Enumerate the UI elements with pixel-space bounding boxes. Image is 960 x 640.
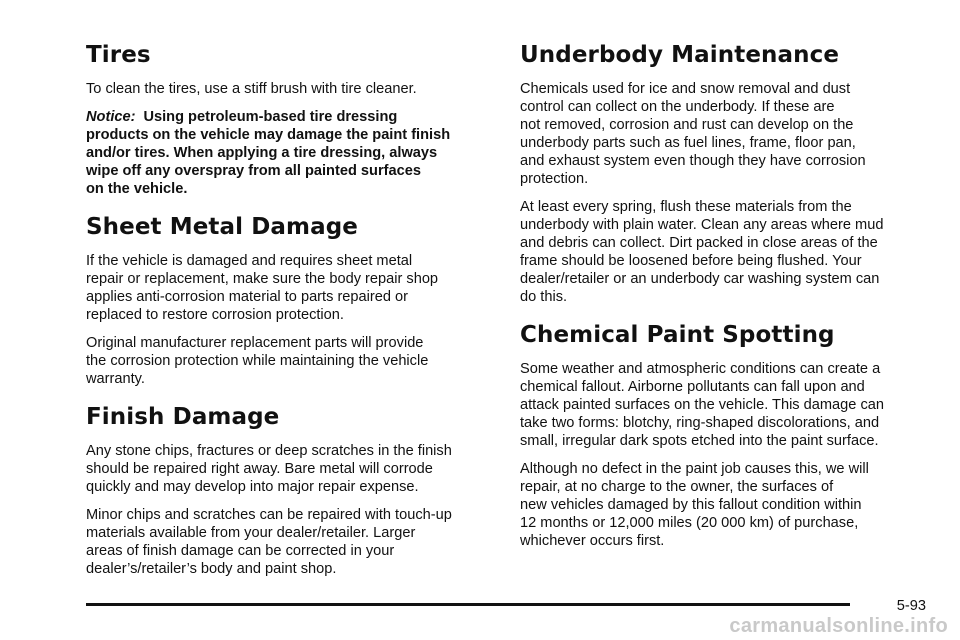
tires-section (86, 40, 496, 198)
chemical-heading: Chemical Paint Spotting (520, 322, 835, 348)
underbody-paragraph-1: Chemicals used for ice and snow removal and dust control can collect on the underbody. If these are not removed, corrosion and rust can develop on the underbody parts such as fuel lines, frame, floor pan, and exhaust system even though they have corrosion protection. (520, 81, 866, 187)
tires-paragraph: To clean the tires, use a stiff brush with tire cleaner. (86, 81, 417, 97)
underbody-heading: Underbody Maintenance (520, 42, 840, 68)
notice-label: Notice: (86, 109, 136, 125)
sheet-metal-paragraph-2: Original manufacturer replacement parts will provide the corrosion protection while maintaining the vehicle warranty. (86, 335, 429, 387)
page-number: 5-93 (896, 598, 926, 614)
notice-text: Using petroleum-based tire dressing products on the vehicle may damage the paint finish and/or tires. When applying a tire dressing, always wipe off any overspray from all painted surfaces on the vehicle. (86, 109, 451, 197)
tires-notice (86, 108, 496, 198)
chemical-paragraph-1: Some weather and atmospheric conditions can create a chemical fallout. Airborne pollutants can fall upon and attack painted surfaces on the vehicle. This damage can take two forms: blotchy, ring-shaped discolorations, and small, irregular dark spots etched into the paint surface. (520, 361, 884, 449)
sheet-metal-heading: Sheet Metal Damage (86, 214, 358, 240)
left-column (86, 40, 496, 592)
sheet-metal-paragraph-1: If the vehicle is damaged and requires sheet metal repair or replacement, make sure the body repair shop applies anti-corrosion material to parts repaired or replaced to restore corrosion protection. (86, 253, 439, 323)
footer-rule (86, 603, 850, 606)
chemical-section (520, 320, 920, 550)
underbody-paragraph-2: At least every spring, flush these materials from the underbody with plain water. Clean any areas where mud and debris can collect. Dirt packed in close areas of the frame should be loosened before being flushed. Your dealer/retailer or an underbody car washing system can do this. (520, 199, 884, 305)
watermark: carmanualsonline.info (729, 615, 948, 637)
finish-paragraph-2: Minor chips and scratches can be repaired with touch-up materials available from your dealer/retailer. Larger areas of finish damage can be corrected in your dealer’s/retailer’s body and paint shop. (86, 507, 452, 577)
finish-heading: Finish Damage (86, 404, 280, 430)
sheet-metal-section (86, 212, 496, 388)
finish-paragraph-1: Any stone chips, fractures or deep scratches in the finish should be repaired right away. Bare metal will corrode quickly and may develop into major repair expense. (86, 443, 452, 495)
chemical-paragraph-2: Although no defect in the paint job causes this, we will repair, at no charge to the owner, the surfaces of new vehicles damaged by this fallout condition within 12 months or 12,000 miles (20 000 km) of purchase, whichever occurs first. (520, 461, 869, 549)
tires-heading: Tires (86, 42, 151, 68)
finish-section (86, 402, 496, 578)
underbody-section (520, 40, 920, 306)
right-column (520, 40, 920, 564)
